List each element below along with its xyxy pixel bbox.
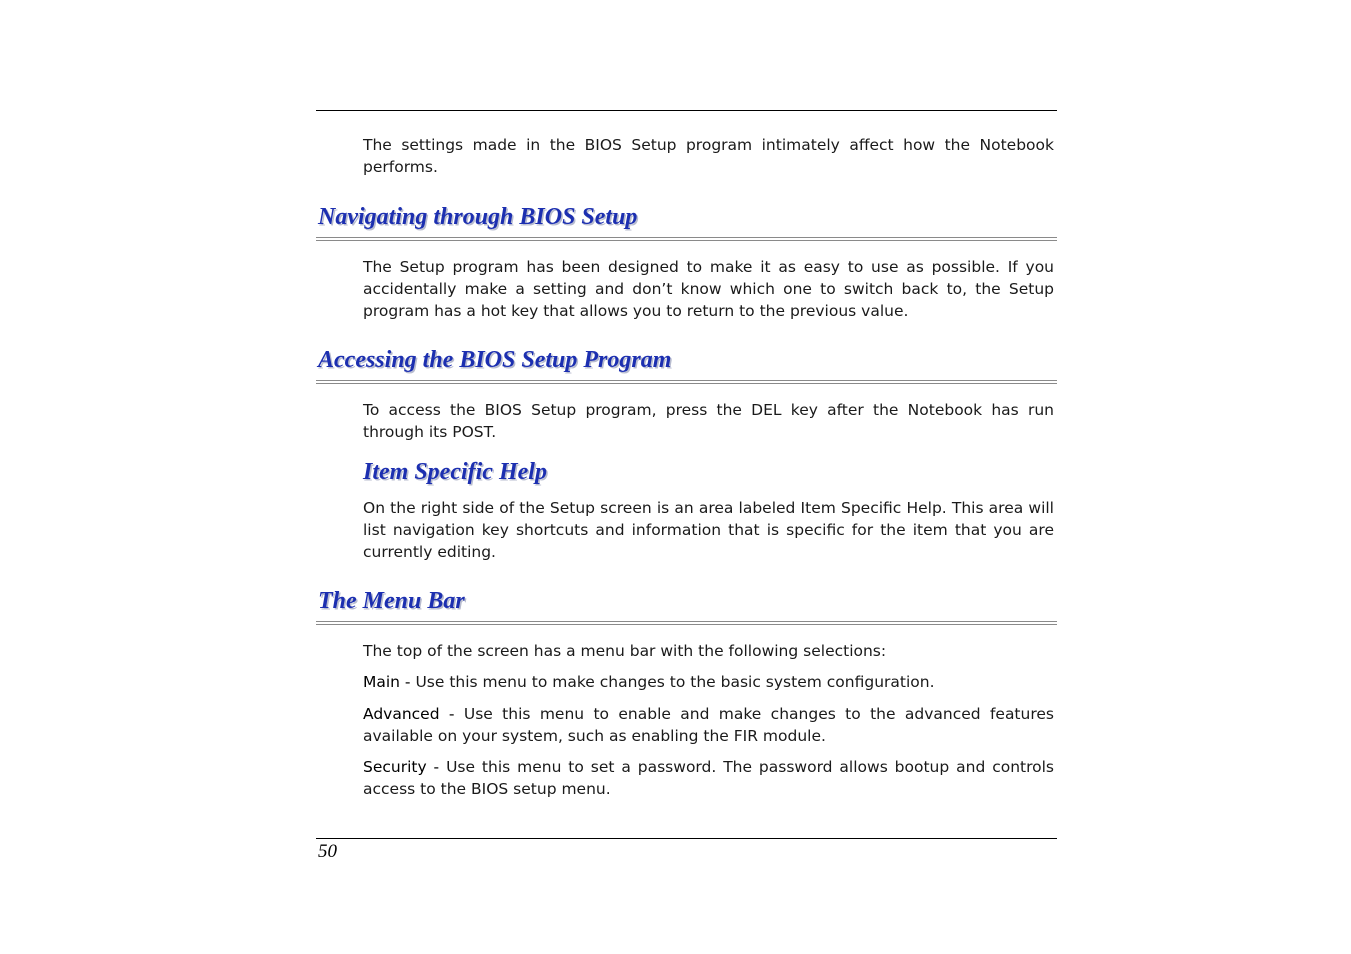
heading-rule-accessing (316, 380, 1057, 384)
menu-item-term: Main - (363, 673, 411, 691)
menu-bar-paragraph: The top of the screen has a menu bar with the following selections: (363, 642, 887, 660)
menu-item-desc: Use this menu to set a password. The password allows bootup and controls access to the BIOS setup menu. (363, 758, 1055, 798)
menu-item-main (363, 671, 1054, 693)
menu-item-term: Advanced - (363, 705, 455, 723)
bottom-rule (316, 838, 1057, 839)
heading-rule-navigating (316, 237, 1057, 241)
heading-menu-bar: The Menu Bar (318, 588, 465, 614)
menu-item-advanced (363, 703, 1054, 747)
top-rule (316, 110, 1057, 111)
heading-accessing: Accessing the BIOS Setup Program (318, 347, 672, 373)
menu-item-term: Security - (363, 758, 440, 776)
item-help-paragraph: On the right side of the Setup screen is an area labeled Item Specific Help. This area will list navigation key shortcuts and information that is specific for the item that you are currently editing. (363, 499, 1054, 561)
heading-navigating: Navigating through BIOS Setup (318, 204, 638, 230)
subheading-item-specific-help: Item Specific Help (363, 459, 547, 485)
page-number: 50 (318, 841, 337, 862)
navigating-paragraph: The Setup program has been designed to make it as easy to use as possible. If you accidentally make a setting and don’t know which one to switch back to, the Setup program has a hot key that allows you to return to the previous value. (363, 258, 1054, 320)
menu-item-desc: Use this menu to make changes to the basic system configuration. (410, 673, 935, 691)
intro-paragraph: The settings made in the BIOS Setup program intimately affect how the Notebook performs. (363, 136, 1054, 176)
accessing-paragraph: To access the BIOS Setup program, press the DEL key after the Notebook has run through its POST. (363, 401, 1054, 441)
heading-rule-menu-bar (316, 621, 1057, 625)
menu-item-desc: Use this menu to enable and make changes to the advanced features available on your system, such as enabling the FIR module. (363, 705, 1054, 745)
menu-item-security (363, 756, 1054, 800)
